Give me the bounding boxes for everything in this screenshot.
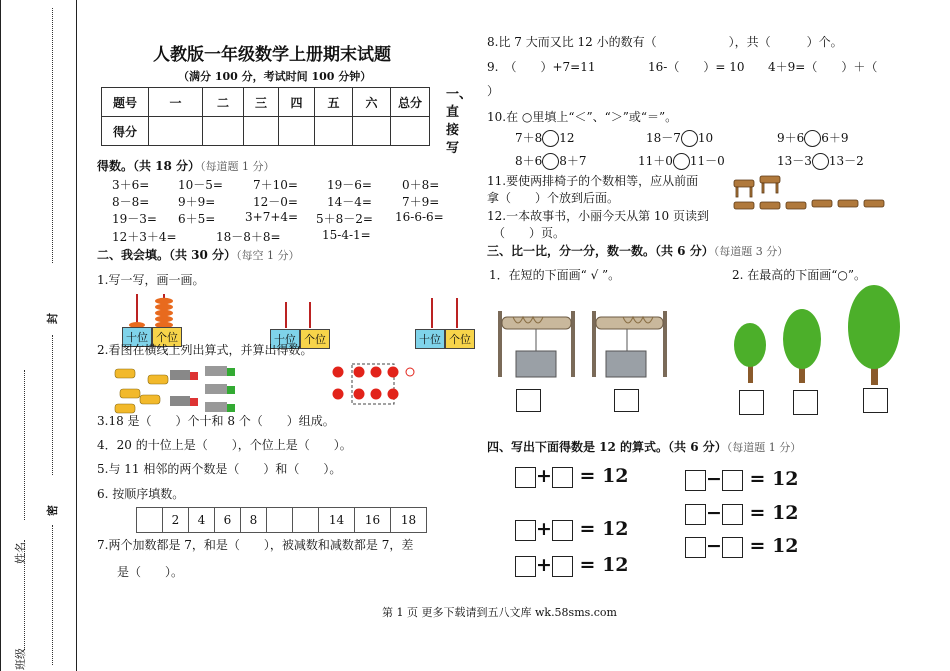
section4-heading [487,438,801,455]
score-header-cell: 总分 [391,88,430,117]
question-12-line1: 12.一本故事书，小丽今天从第 10 页读到 [487,209,709,223]
sequence-row [137,508,427,533]
calc-item: 19－3= [112,212,157,226]
compare-circle[interactable] [804,130,821,147]
eq-operator: + [536,518,552,540]
question-2-1: 1.写一写，画一画。 [97,273,205,287]
compare-left: 13－3 [777,154,812,168]
tens-tag: 十位 [415,329,445,349]
binding-inner-line [76,0,77,671]
equation-1: + = 12 [515,465,629,488]
sequence-cell: 18 [391,508,427,533]
calc-item: 16-6-6= [395,210,444,224]
compare-item [515,129,575,147]
question-9a: 9. （ ）+7=11 [487,60,596,74]
seal-label: 封 [46,313,59,324]
score-row-label: 得分 [102,117,149,146]
sequence-cell[interactable] [137,508,163,533]
eq-blank[interactable] [552,556,573,577]
compare-right: 10 [697,131,714,145]
eq-blank[interactable] [722,504,743,525]
score-header-row [102,88,430,117]
eq-operator: + [536,554,552,576]
section2-heading [97,246,300,263]
dotted-line-top [52,8,53,263]
question-2-7-line1: 7.两个加数都是 7，和是（ ），被减数和减数都是 7，差 [97,538,414,552]
compare-left: 9＋6 [777,131,805,145]
question-9b: 16-（ ）= 10 [648,60,745,74]
score-input-cell[interactable] [203,117,244,146]
eq-blank[interactable] [685,504,706,525]
answer-box-tree-medium[interactable] [793,390,818,415]
section1-title: 得数。（共 18 分） [97,159,201,173]
eq-result: 12 [772,535,799,557]
eq-blank[interactable] [722,470,743,491]
calc-item: 14－4= [327,195,372,209]
well-right [592,311,667,377]
calc-item: 5＋8－2= [316,212,373,226]
sequence-cell[interactable] [293,508,319,533]
calc-item: 18－8＋8= [216,230,281,244]
score-header-cell: 三 [244,88,279,117]
answer-box-well-left[interactable] [516,389,541,412]
wells-figure [493,303,671,381]
abacus-3 [432,298,457,328]
question-9c: 4＋9=（ ）＋（ [768,60,878,74]
red-dots-group [333,364,415,404]
section2-note: （每空 1 分） [236,249,300,262]
well-left [498,311,575,377]
calc-item: 8－8= [112,195,150,209]
section3-q1: 1．在短的下面画“ √ ”。 [489,268,621,282]
calc-item: 10－5= [178,178,223,192]
section3-heading [487,242,788,259]
eq-blank[interactable] [515,520,536,541]
question-2-4: 4．20 的十位上是（ ），个位上是（ ）。 [97,438,352,452]
score-input-cell[interactable] [391,117,430,146]
name-label: 姓名 [14,542,27,564]
compare-item [777,152,864,170]
eq-blank[interactable] [685,470,706,491]
eq-operator: − [706,468,722,490]
sequence-cell: 2 [163,508,189,533]
dotted-line-bottom [52,525,53,665]
answer-box-well-right[interactable] [614,389,639,412]
trucks-group [170,366,235,412]
section4-note: （每道题 1 分） [726,441,802,454]
ones-tag: 个位 [152,327,182,347]
section3-title: 三、比一比，分一分，数一数。（共 6 分） [487,244,714,258]
score-table [101,87,430,146]
score-input-cell[interactable] [149,117,203,146]
abacus-1 [129,294,173,328]
tree-tall [848,285,900,385]
answer-box-tree-small[interactable] [739,390,764,415]
eq-result: 12 [602,465,629,487]
eq-result: 12 [772,502,799,524]
abacus-3-labels [415,329,475,349]
compare-left: 7＋8 [515,131,543,145]
compare-right: 13－2 [828,154,864,168]
page-subtitle: （满分 100 分，考试时间 100 分钟） [178,70,372,83]
close-label: 密 [46,505,59,516]
equation-4: − = 12 [685,468,799,491]
calc-item: 15-4-1= [322,228,371,242]
score-header-cell: 六 [353,88,391,117]
compare-right: 12 [559,131,575,145]
compare-circle[interactable] [681,130,698,147]
equation-5: − = 12 [685,502,799,525]
eq-blank[interactable] [552,467,573,488]
score-header-cell: 四 [279,88,315,117]
chairs-front-row [734,176,780,197]
tens-tag: 十位 [270,329,300,349]
score-header-cell: 题号 [102,88,149,117]
eq-operator: − [706,502,722,524]
score-row [102,117,430,146]
compare-item [515,152,587,170]
eq-blank[interactable] [515,556,536,577]
score-header-cell: 一 [149,88,203,117]
answer-box-tree-tall[interactable] [863,388,888,413]
question-2-7-line2: 是（ ）。 [117,565,184,579]
sequence-cell: 16 [355,508,391,533]
equation-2: + = 12 [515,518,629,541]
calc-item: 9＋9= [178,195,216,209]
eq-result: 12 [772,468,799,490]
sequence-table [136,507,427,533]
compare-right: 6＋9 [821,131,849,145]
compare-item [638,152,725,170]
compare-left: 18－7 [646,131,681,145]
name-write-line [24,370,25,520]
eq-operator: − [706,535,722,557]
calc-item: 3+7+4= [245,210,299,224]
sequence-cell[interactable] [267,508,293,533]
calc-item: 7＋9= [402,195,440,209]
calc-item: 12＋3＋4= [112,230,177,244]
section3-note: （每道题 3 分） [713,245,789,258]
eq-result: 12 [602,554,629,576]
section1-side-label: 一、直接写 [446,87,473,156]
tree-medium [783,309,821,383]
ones-tag: 个位 [300,329,330,349]
calc-item: 0＋8= [402,178,440,192]
trees-figure [728,283,918,388]
eq-blank[interactable] [722,537,743,558]
score-header-cell: 五 [315,88,353,117]
calc-item: 7＋10= [253,178,298,192]
compare-item [646,129,713,147]
dotted-line-middle [52,335,53,475]
abacus-2 [286,302,310,328]
compare-right: 11－0 [689,154,725,168]
calc-item: 12－0= [253,195,298,209]
score-input-cell[interactable] [315,117,353,146]
score-input-cell[interactable] [244,117,279,146]
compare-item [777,129,849,147]
sequence-cell: 14 [319,508,355,533]
eq-blank[interactable] [515,467,536,488]
compare-circle[interactable] [542,153,559,170]
calc-item: 3＋6= [112,178,150,192]
calc-item: 19－6= [327,178,372,192]
compare-circle[interactable] [812,153,829,170]
compare-circle[interactable] [542,130,559,147]
section2-title: 二、我会填。（共 30 分） [97,248,237,262]
page-title: 人教版一年级数学上册期末试题 [153,45,391,65]
question-8: 8.比 7 大而又比 12 小的数有（ ），共（ ）个。 [487,35,843,49]
tens-tag: 十位 [122,327,152,347]
sequence-cell: 8 [241,508,267,533]
section1-heading [97,157,275,174]
sequence-cell: 4 [189,508,215,533]
question-11-line2: 拿（ ）个放到后面。 [487,191,620,205]
compare-left: 8＋6 [515,154,543,168]
equation-3: + = 12 [515,554,629,577]
eq-blank[interactable] [552,520,573,541]
section1-note: （每道题 1 分） [200,160,275,173]
score-input-cell[interactable] [279,117,315,146]
sequence-cell: 6 [215,508,241,533]
question-10: 10.在 ○里填上“＜”、“＞”或“＝”。 [487,110,678,124]
eq-operator: + [536,465,552,487]
question-2-3: 3.18 是（ ）个十和 8 个（ ）组成。 [97,414,335,428]
section3-q2: 2. 在最高的下面画“○”。 [732,268,867,282]
binding-strip [0,0,78,671]
tree-small [734,323,766,383]
score-input-cell[interactable] [353,117,391,146]
compare-left: 11＋0 [638,154,673,168]
section4-title: 四、写出下面得数是 12 的算式。（共 6 分） [487,440,727,454]
eq-blank[interactable] [685,537,706,558]
question-9-tail: ） [487,84,500,98]
question-11-line1: 11.要使两排椅子的个数相等，应从前面 [487,174,699,188]
ones-tag: 个位 [445,329,475,349]
compare-circle[interactable] [673,153,690,170]
chairs-figure [730,172,890,224]
binding-outer-line [0,0,1,671]
question-12-line2: （ ）页。 [493,226,566,240]
page-footer: 第 1 页 更多下载请到五八文库 wk.58sms.com [382,606,617,619]
calc-item: 6＋5= [178,212,216,226]
compare-right: 8＋7 [559,154,587,168]
equation-6: − = 12 [685,535,799,558]
question-2-2: 2.看图在横线上列出算式，并算出得数。 [97,343,313,357]
eq-result: 12 [602,518,629,540]
class-label: 班级 [14,648,27,670]
score-header-cell: 二 [203,88,244,117]
question-2-5: 5.与 11 相邻的两个数是（ ）和（ ）。 [97,462,342,476]
cars-group [115,369,168,413]
chairs-back-row [734,200,884,209]
question-2-6: 6. 按顺序填数。 [97,487,185,501]
